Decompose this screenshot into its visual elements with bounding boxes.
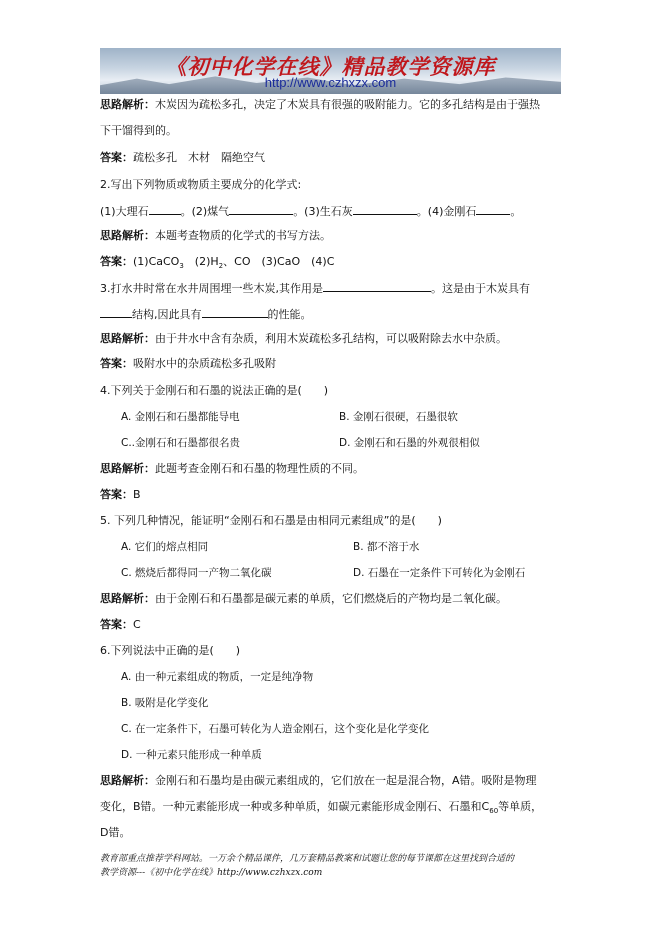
analysis-6-cont: 变化，B错。一种元素能形成一种或多种单质，如碳元素能形成金刚石、石墨和$C_{60}$等单质， [100,800,543,816]
answer-3: 答案：吸附水中的杂质疏松多孔吸附 [100,357,276,370]
footer-line-1: 教育部重点推荐学科网站。一万余个精品课件，几万套精品教案和试题让您的每节课都在这里找到合适的 [100,854,515,864]
answer-2: 答案：(1)CaCO$_3$ $(2)H_2$、CO (3)CaO (4)C [100,255,335,271]
q5-option-a[interactable]: A. 它们的熔点相同 [121,541,209,553]
analysis-6: 思路解析：金刚石和石墨均是由碳元素组成的，它们放在一起是混合物，A错。吸附是物理 [100,774,537,787]
analysis-3: 思路解析：由于井水中含有杂质，利用木炭疏松多孔结构，可以吸附除去水中杂质。 [100,332,507,345]
header-banner [100,48,561,94]
question-4: 4.下列关于金刚石和石墨的说法正确的是( ) [100,384,329,397]
q6-option-c[interactable]: C. 在一定条件下，石墨可转化为人造金刚石，这个变化是化学变化 [121,723,430,735]
answer-5: 答案：C [100,618,141,631]
banner-url[interactable]: http://www.czhxzx.com [264,75,397,90]
footer-line-2[interactable]: 教学资源---《初中化学在线》http://www.czhxzx.com [100,868,323,878]
q6-option-b[interactable]: B. 吸附是化学变化 [121,697,209,709]
analysis-6-end: D错。 [100,826,131,839]
question-2-items: (1)大理石 。(2)煤气 。(3)生石灰 。(4)金刚石 。 [100,205,522,218]
q4-option-d[interactable]: D. 金刚石和石墨的外观很相似 [339,437,480,449]
answer-1: 答案：疏松多孔 木材 隔绝空气 [100,151,265,164]
q4-option-b[interactable]: B. 金刚石很硬，石墨很软 [339,411,458,423]
analysis-1: 思路解析：木炭因为疏松多孔，决定了木炭具有很强的吸附能力。它的多孔结构是由于强热 [100,98,540,111]
question-2: 2.写出下列物质或物质主要成分的化学式: [100,178,302,191]
question-3-cont: 结构,因此具有 的性能。 [100,306,312,322]
q5-option-d[interactable]: D. 石墨在一定条件下可转化为金刚石 [353,567,526,579]
analysis-1-cont: 下干馏得到的。 [100,124,177,137]
question-6: 6.下列说法中正确的是( ) [100,644,241,657]
question-3: 3.打水井时常在水井周围埋一些木炭,其作用是 。这是由于木炭具有 [100,282,530,295]
answer-4: 答案：B [100,488,141,501]
question-5: 5. 下列几种情况，能证明“金刚石和石墨是由相同元素组成”的是( ) [100,514,442,527]
analysis-4: 思路解析：此题考查金刚石和石墨的物理性质的不同。 [100,462,364,475]
q4-option-a[interactable]: A. 金刚石和石墨都能导电 [121,411,240,423]
q5-option-b[interactable]: B. 都不溶于水 [353,541,420,553]
analysis-2: 思路解析：本题考查物质的化学式的书写方法。 [100,229,331,242]
banner-title: 《初中化学在线》精品教学资源库 [165,54,496,79]
q6-option-d[interactable]: D. 一种元素只能形成一种单质 [121,749,262,761]
footer [100,852,570,880]
q4-option-c[interactable]: C..金刚石和石墨都很名贵 [121,437,241,449]
q6-option-a[interactable]: A. 由一种元素组成的物质，一定是纯净物 [121,671,314,683]
q5-option-c[interactable]: C. 燃烧后都得同一产物二氧化碳 [121,567,272,579]
analysis-5: 思路解析：由于金刚石和石墨都是碳元素的单质，它们燃烧后的产物均是二氧化碳。 [100,592,507,605]
